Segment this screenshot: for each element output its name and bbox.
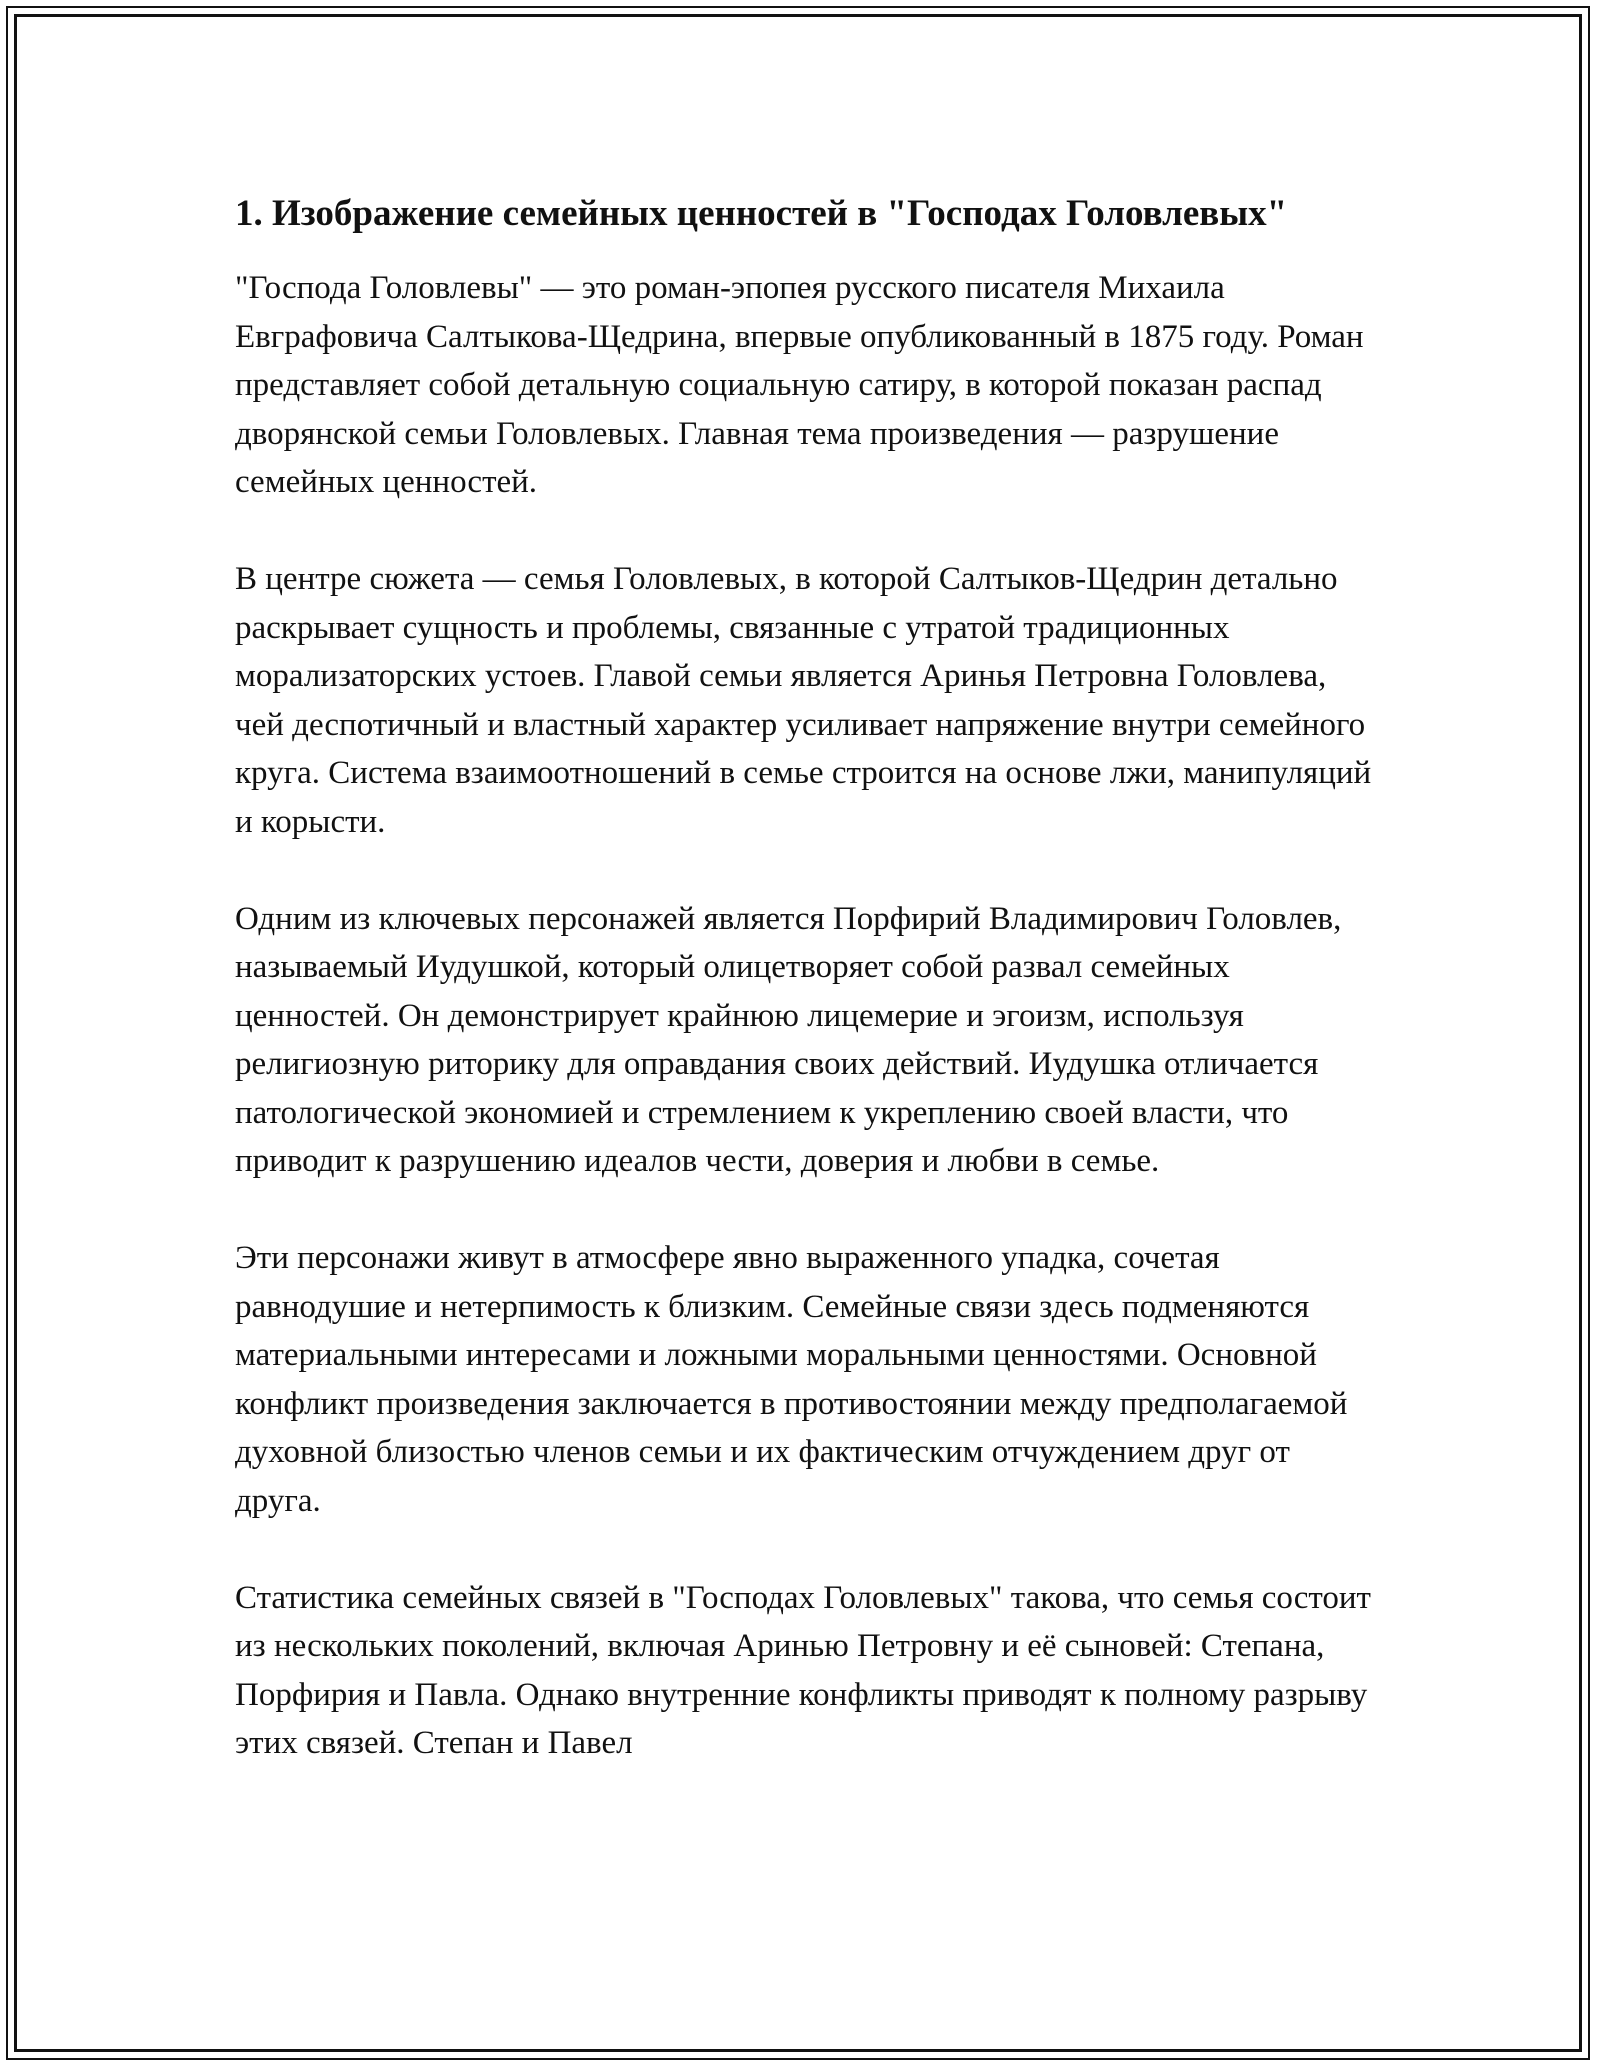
paragraph-intro: "Господа Головлевы" — это роман-эпопея русского писателя Михаила Евграфовича Салтыкова-Щедрина, впервые опубликованный в 1875 году. Роман представляет собой детальную социальную сатиру, в которой показан распад дворянской семьи Головлевых. Главная тема произведения — разрушение семейных ценностей. (235, 270, 1364, 500)
paragraph-iudushka: Одним из ключевых персонажей является Порфирий Владимирович Головлев, называемый Иудушкой, который олицетворяет собой развал семейных ценностей. Он демонстрирует крайнюю лицемерие и эгоизм, используя религиозную риторику для оправдания своих действий. Иудушка отличается патологической экономией и стремлением к укреплению своей власти, что приводит к разрушению идеалов чести, доверия и любви в семье. (235, 900, 1342, 1179)
paragraph-plot-center: В центре сюжета — семья Головлевых, в которой Салтыков-Щедрин детально раскрывает сущность и проблемы, связанные с утратой традиционных морализаторских устоев. Главой семьи является Аринья Петровна Головлева, чей деспотичный и властный характер усиливает напряжение внутри семейного круга. Система взаимоотношений в семье строится на основе лжи, манипуляций и корысти. (235, 561, 1372, 840)
document-body (235, 186, 1375, 1768)
paragraph-statistics: Статистика семейных связей в "Господах Головлевых" такова, что семья состоит из нескольких поколений, включая Аринью Петровну и её сыновей: Степана, Порфирия и Павла. Однако внутренние конфликты приводят к полному разрыву этих связей. Степан и Павел (235, 1579, 1371, 1761)
paragraph-atmosphere: Эти персонажи живут в атмосфере явно выраженного упадка, сочетая равнодушие и нетерпимость к близким. Семейные связи здесь подменяются материальными интересами и ложными моральными ценностями. Основной конфликт произведения заключается в противостоянии между предполагаемой духовной близостью членов семьи и их фактическим отчуждением друг от друга. (235, 1240, 1348, 1519)
section-heading: 1. Изображение семейных ценностей в "Господах Головлевых" (235, 193, 1288, 234)
